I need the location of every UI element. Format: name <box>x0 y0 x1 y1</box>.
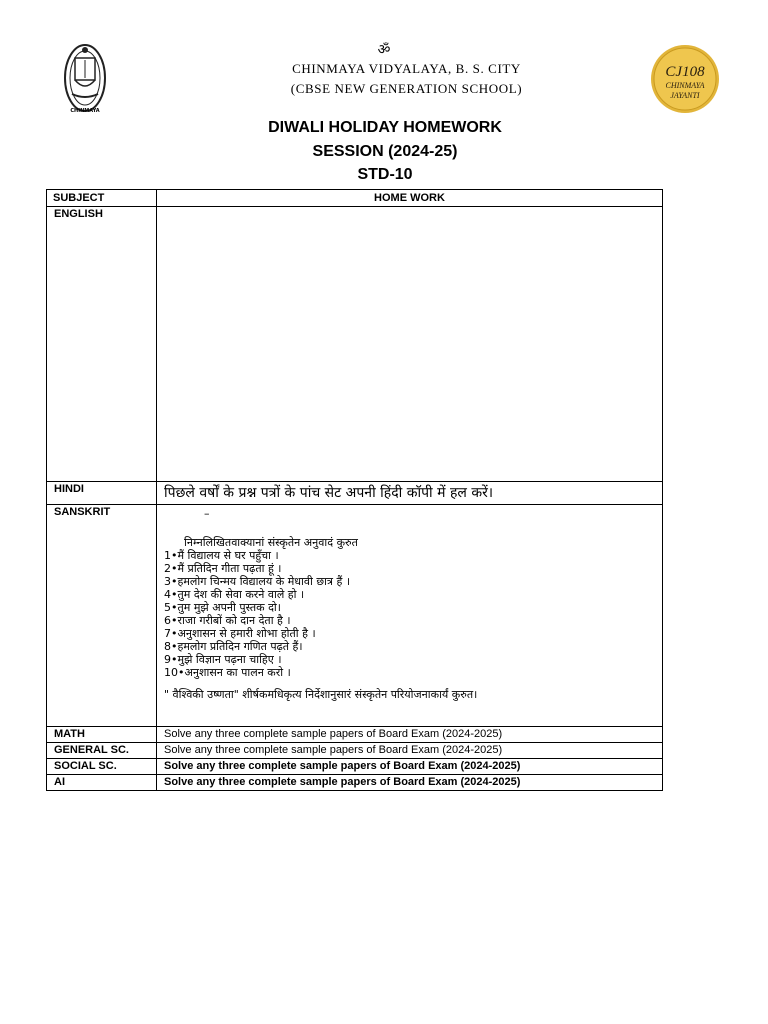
list-item: 1•मैं विद्यालय से घर पहुँचा । <box>164 549 279 562</box>
homework-cell <box>157 207 663 482</box>
subject-cell: AI <box>47 775 157 791</box>
subject-cell: SANSKRIT <box>47 505 157 727</box>
subject-cell: MATH <box>47 727 157 743</box>
homework-column-header: HOME WORK <box>157 190 663 207</box>
list-item: 9•मुझे विज्ञान पढ़ना चाहिए । <box>164 653 282 666</box>
homework-cell: Solve any three complete sample papers of Board Exam (2024-2025) <box>157 775 663 791</box>
dash-mark: – <box>204 507 210 520</box>
project-instruction: " वैश्विकी उष्णता" शीर्षकमधिकृत्य निर्देशानुसारं संस्कृतेन परियोजनाकार्यं कुरुत। <box>164 688 478 701</box>
table-header-row <box>47 190 663 207</box>
sanskrit-intro: निम्नलिखितवाक्यानां संस्कृतेन अनुवादं कुरुत <box>184 536 358 549</box>
homework-table <box>46 189 663 791</box>
table-row <box>47 505 663 727</box>
table-row <box>47 207 663 482</box>
subject-cell: ENGLISH <box>47 207 157 482</box>
homework-cell: Solve any three complete sample papers of Board Exam (2024-2025) <box>157 743 663 759</box>
school-type: (CBSE NEW GENERATION SCHOOL) <box>290 81 523 96</box>
homework-cell: Solve any three complete sample papers of Board Exam (2024-2025) <box>157 759 663 775</box>
homework-cell: Solve any three complete sample papers of Board Exam (2024-2025) <box>157 727 663 743</box>
hindi-homework-text: पिछले वर्षों के प्रश्न पत्रों के पांच सेट अपनी हिंदी कॉपी में हल करें। <box>164 485 494 501</box>
svg-text:CHINMAYA: CHINMAYA <box>70 108 100 114</box>
svg-text:JAYANTI: JAYANTI <box>670 91 700 100</box>
std-title: STD-10 <box>357 166 413 183</box>
subject-column-header: SUBJECT <box>47 190 157 207</box>
list-item: 5•तुम मुझे अपनी पुस्तक दो। <box>164 601 281 614</box>
svg-text:CHINMAYA: CHINMAYA <box>665 81 705 90</box>
homework-cell <box>157 482 663 505</box>
school-name: CHINMAYA VIDYALAYA, B. S. CITY <box>292 61 521 76</box>
list-item: 7•अनुशासन से हमारी शोभा होती है । <box>164 627 316 640</box>
svg-text:CJ108: CJ108 <box>665 64 705 80</box>
subject-cell: GENERAL SC. <box>47 743 157 759</box>
list-item: 6•राजा गरीबों को दान देता है । <box>164 614 291 627</box>
om-symbol: ॐ <box>377 42 391 58</box>
table-row <box>47 482 663 505</box>
table-row <box>47 759 663 775</box>
list-item: 2•मैं प्रतिदिन गीता पढ़ता हूं । <box>164 562 282 575</box>
table-row <box>47 727 663 743</box>
list-item: 10•अनुशासन का पालन करो । <box>164 666 291 679</box>
session-title: SESSION (2024-25) <box>312 143 458 160</box>
subject-cell: SOCIAL SC. <box>47 759 157 775</box>
table-row <box>47 743 663 759</box>
homework-cell <box>157 505 663 727</box>
list-item: 4•तुम देश की सेवा करने वाले हो । <box>164 588 305 601</box>
table-row <box>47 775 663 791</box>
list-item: 8•हमलोग प्रतिदिन गणित पढ़ते हैं। <box>164 640 303 653</box>
cj108-logo <box>650 44 720 114</box>
list-item: 3•हमलोग चिन्मय विद्यालय के मेधावी छात्र हैं । <box>164 575 350 588</box>
subject-cell: HINDI <box>47 482 157 505</box>
homework-title: DIWALI HOLIDAY HOMEWORK <box>268 119 502 136</box>
